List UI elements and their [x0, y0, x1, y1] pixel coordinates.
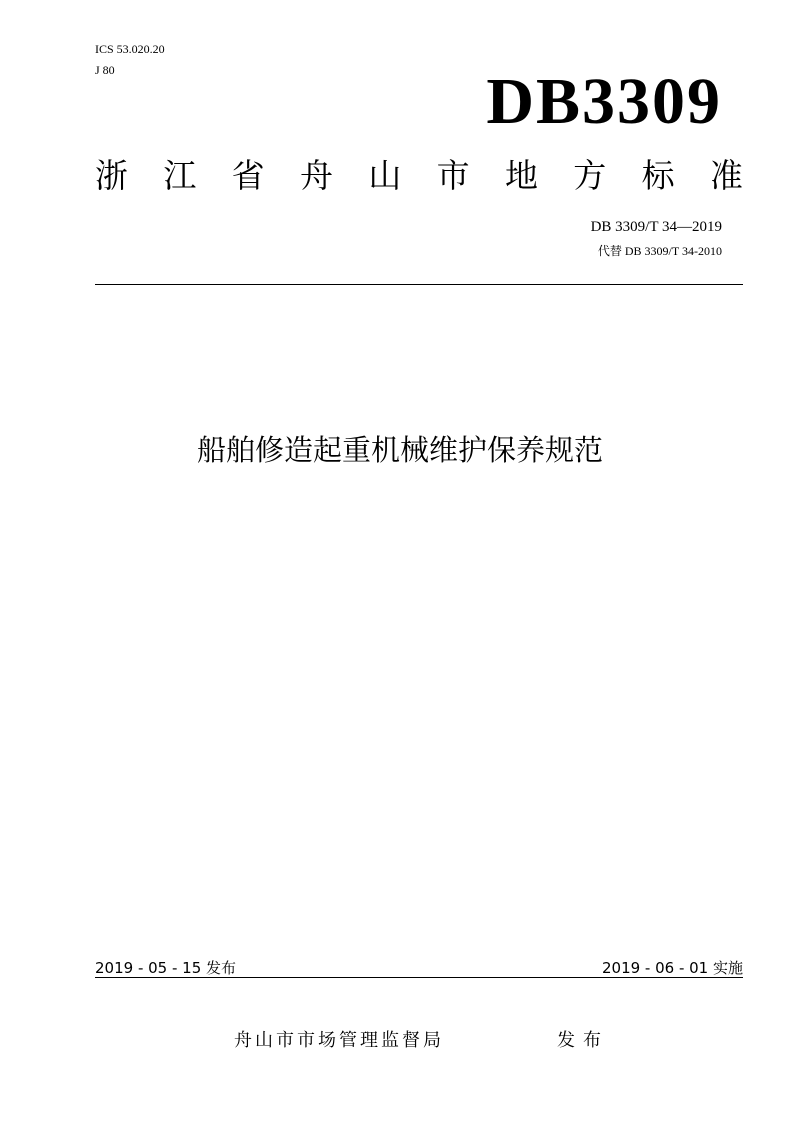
implementation-date: 2019 - 06 - 01 实施 [601, 959, 743, 977]
ccs-code: J 80 [95, 63, 115, 77]
standard-type-char: 市 [436, 156, 470, 195]
standard-type-char: 江 [163, 156, 197, 195]
issue-date: 2019 - 05 - 15 发布 [95, 959, 237, 977]
standard-type-char: 舟 [299, 156, 333, 195]
standard-type-char: 标 [641, 156, 675, 195]
bottom-divider [95, 977, 743, 978]
standard-type-char: 准 [709, 156, 743, 195]
ics-code: ICS 53.020.20 [95, 42, 165, 56]
standard-code-big: DB3309 [486, 65, 722, 138]
document-title: 船舶修造起重机械维护保养规范 [196, 433, 603, 467]
standard-type-char: 山 [368, 156, 402, 195]
standard-type-char: 省 [231, 156, 265, 195]
publish-label: 发布 [557, 1030, 609, 1051]
top-divider [95, 284, 743, 285]
standard-type-heading [95, 152, 743, 200]
standard-type-char: 浙 [95, 156, 128, 195]
replaces-standard: 代替 DB 3309/T 34-2010 [597, 244, 722, 258]
issuing-authority: 舟山市市场管理监督局 [234, 1030, 444, 1051]
standard-type-char: 方 [573, 156, 607, 195]
standard-type-char: 地 [504, 156, 538, 195]
standard-number: DB 3309/T 34—2019 [590, 219, 722, 235]
